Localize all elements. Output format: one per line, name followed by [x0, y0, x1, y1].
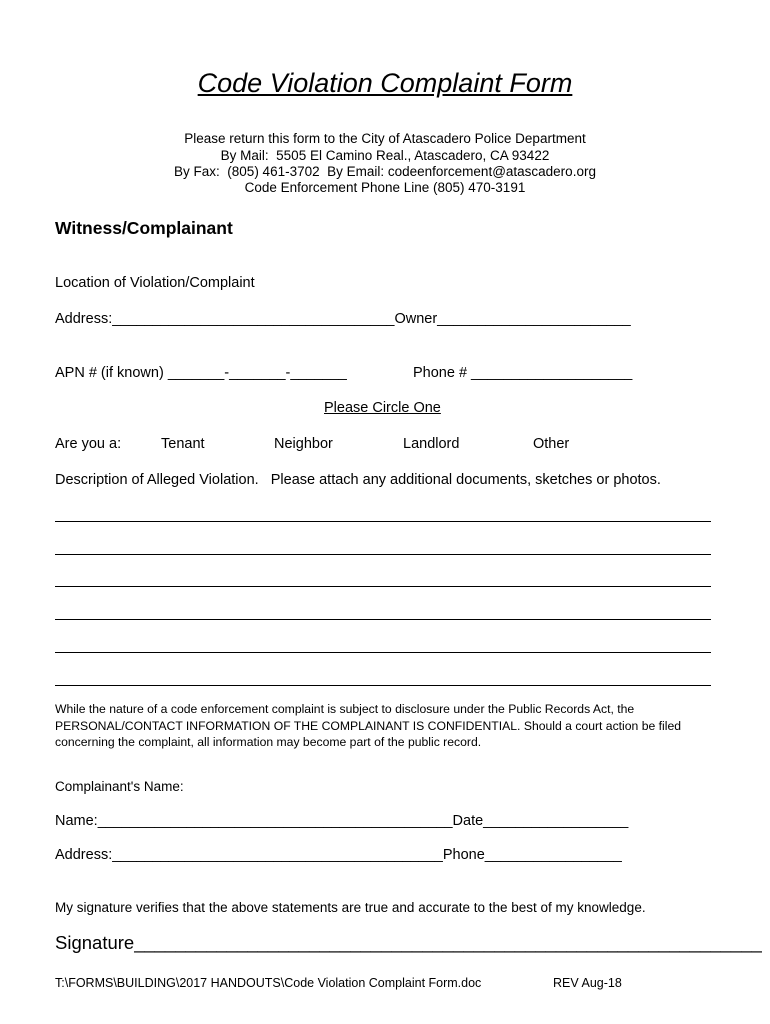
complainant-label: Complainant's Name:: [55, 779, 184, 794]
option-neighbor[interactable]: Neighbor: [274, 436, 333, 452]
role-label: Are you a:: [55, 436, 122, 452]
address-phone-field[interactable]: Address:_________________________________________Phone_________________: [55, 847, 622, 863]
description-line-4[interactable]: [55, 619, 711, 620]
footer-file-path: T:\FORMS\BUILDING\2017 HANDOUTS\Code Violation Complaint Form.doc: [55, 976, 482, 990]
signature-field[interactable]: Signature_____________________________________________________________: [55, 932, 762, 953]
name-date-field[interactable]: Name:____________________________________________Date__________________: [55, 813, 629, 829]
phone-field[interactable]: Phone # ____________________: [413, 365, 633, 381]
option-other[interactable]: Other: [533, 436, 570, 452]
address-owner-field[interactable]: Address:___________________________________Owner________________________: [55, 311, 631, 327]
option-tenant[interactable]: Tenant: [161, 436, 205, 452]
description-line-1[interactable]: [55, 521, 711, 522]
description-line-6[interactable]: [55, 685, 711, 686]
option-landlord[interactable]: Landlord: [403, 436, 460, 452]
description-line-2[interactable]: [55, 554, 711, 555]
description-line-3[interactable]: [55, 586, 711, 587]
location-label: Location of Violation/Complaint: [55, 275, 255, 291]
section-title: Witness/Complainant: [55, 218, 233, 238]
header-line-fax-email: By Fax: (805) 461-3702 By Email: codeenforcement@atascadero.org: [174, 164, 596, 179]
header-line-mail: By Mail: 5505 El Camino Real., Atascadero, CA 93422: [220, 148, 550, 163]
header-line-phone: Code Enforcement Phone Line (805) 470-3191: [244, 180, 526, 195]
verification-statement: My signature verifies that the above statements are true and accurate to the best of my knowledge.: [55, 900, 646, 915]
form-title: Code Violation Complaint Form: [197, 68, 573, 98]
description-label: Description of Alleged Violation. Please attach any additional documents, sketches or photos.: [55, 472, 661, 488]
description-line-5[interactable]: [55, 652, 711, 653]
apn-field[interactable]: APN # (if known) _______-_______-_______: [55, 365, 347, 381]
circle-one-heading: Please Circle One: [324, 400, 441, 416]
header-line-return: Please return this form to the City of Atascadero Police Department: [184, 131, 586, 146]
disclosure-notice: While the nature of a code enforcement complaint is subject to disclosure under the Public Records Act, the PERSONAL/CONTACT INFORMATION OF THE COMPLAINANT IS CONFIDENTIAL. Should a court action be filed concerning the complaint, all information may become part of the public record.: [55, 702, 682, 749]
footer-revision: REV Aug-18: [553, 976, 622, 990]
